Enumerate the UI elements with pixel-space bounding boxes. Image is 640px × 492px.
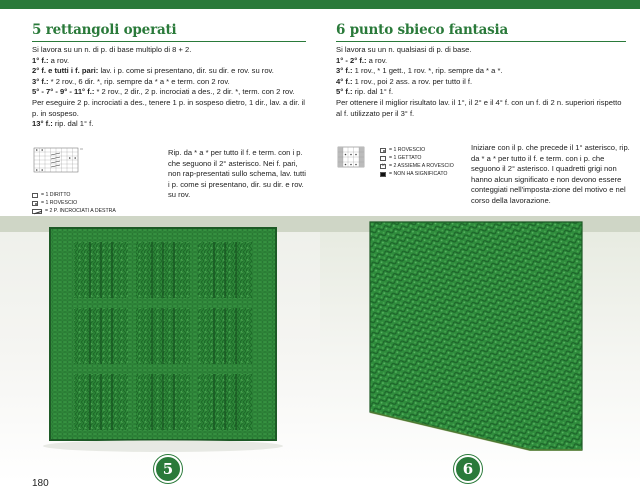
purl-two-together-icon <box>380 164 386 169</box>
intro-text: Si lavora su un n. di p. di base multiplo di 8 + 2. <box>32 45 192 54</box>
row-instruction: 4° f.: 1 rov., poi 2 ass. a rov. per tutto il f. <box>336 76 473 86</box>
legend-item: × = 2 ASSIEME A ROVESCIO <box>380 162 454 170</box>
cross-symbol-icon <box>32 209 42 214</box>
chart-note: Rip. da * a * per tutto il f. e term. con i p. che seguono il 2° asterisco. Nei f. pari, non rap-presentati sullo schema, lav. tutti i p. come si presentano, dir. su dir. e rov. su rov. <box>168 148 306 200</box>
extra-note: Per ottenere il miglior risultato lav. il 1°, il 2° e il 4° f. con un f. di 2 n. superiori rispetto al f. utilizzato per il 3° f. <box>336 97 622 118</box>
title-rule <box>32 41 306 42</box>
legend-item: = 1 ROVESCIO <box>380 146 454 154</box>
knit-symbol-icon <box>32 193 38 198</box>
yarn-over-symbol-icon <box>380 156 386 161</box>
swatch-photo <box>0 216 320 482</box>
row-instruction: 5° f.: rip. dal 1° f. <box>336 87 394 97</box>
legend-item: = 2 P. INCROCIATI A DESTRA <box>32 207 116 215</box>
top-green-bar <box>0 0 640 9</box>
pattern-number-badge: 6 <box>454 455 482 483</box>
purl-symbol-icon <box>380 148 386 153</box>
chart-legend <box>32 191 116 215</box>
title-rule <box>336 41 626 42</box>
legend-item: = NON HA SIGNIFICATO <box>380 170 454 178</box>
row-instruction: 3° f.: * 2 rov., 6 dir. *, rip. sempre da * a * e term. con 2 rov. <box>32 76 230 86</box>
row-instruction: 2° f. e tutti i f. pari: lav. i p. come si presentano, dir. su dir. e rov. su rov. <box>32 66 274 76</box>
row-instruction: 1° - 2° f.: a rov. <box>336 55 388 65</box>
swatch-photo <box>320 216 640 482</box>
purl-symbol-icon <box>32 201 38 206</box>
no-stitch-icon <box>380 172 386 177</box>
legend-item: = 1 ROVESCIO <box>32 199 116 207</box>
legend-item: = 1 GETTATO <box>380 154 454 162</box>
row-instruction: 1° f.: a rov. <box>32 55 70 65</box>
right-page <box>320 9 640 492</box>
extra-note: Per eseguire 2 p. incrociati a des., tenere 1 p. in sospeso dietro, 1 dir., lav. a dir. il p. in sospeso. <box>32 97 305 118</box>
chart-legend <box>380 146 454 178</box>
row-instruction: 3° f.: 1 rov., * 1 gett., 1 rov. *, rip. sempre da * a *. <box>336 66 503 76</box>
pattern-title: 6 punto sbieco fantasia <box>336 22 509 38</box>
chart-note: Iniziare con il p. che precede il 1° asterisco, rip. da * a * per tutto il f. e term. con i p. che seguono il 2° asterisco. I quadretti grigi non hanno alcun significato e non devono essere conteggiati nell'imposta-zione del motivo e nel corso della lavorazione. <box>471 143 630 205</box>
instructions <box>32 45 307 130</box>
instructions <box>336 45 626 119</box>
legend-item: = 1 DIRITTO <box>32 191 116 199</box>
page-number: 180 <box>32 478 49 489</box>
intro-text: Si lavora su un n. qualsiasi di p. di base. <box>336 45 472 54</box>
left-page <box>0 9 320 492</box>
pattern-number-badge: 5 <box>154 455 182 483</box>
row-instruction: 13° f.: rip. dal 1° f. <box>32 119 94 129</box>
knitting-chart <box>32 146 84 176</box>
pattern-title: 5 rettangoli operati <box>32 22 177 38</box>
row-instruction: 5° - 7° - 9° - 11° f.: * 2 rov., 2 dir., 2 p. incrociati a des., 2 dir. *, term. con 2 rov. <box>32 87 295 97</box>
knitting-chart <box>336 145 370 171</box>
